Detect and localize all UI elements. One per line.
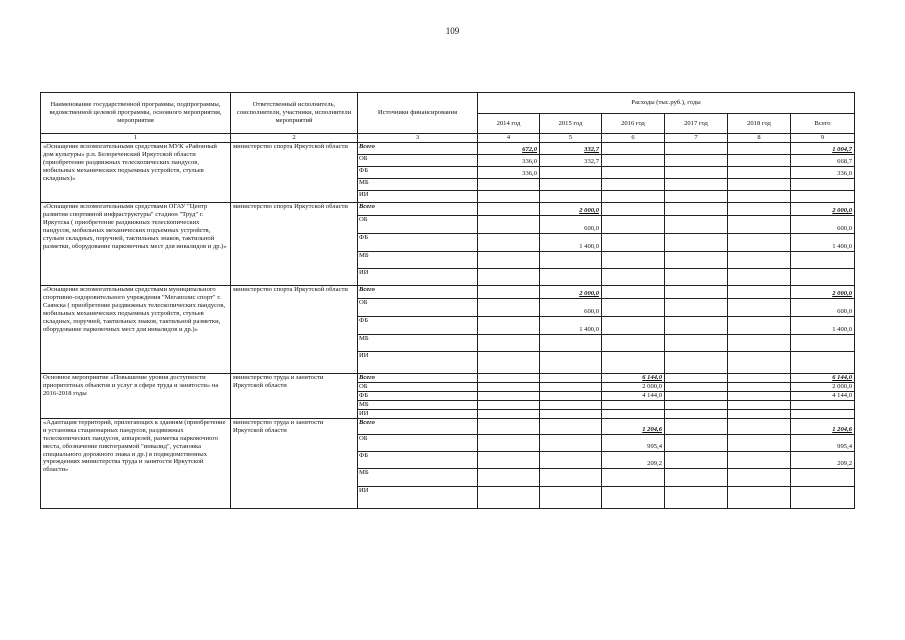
total-value — [791, 179, 855, 191]
year-value — [602, 468, 665, 486]
year-value — [540, 401, 602, 410]
total-value: 600,0 — [791, 216, 855, 234]
total-value-text: 2 000,0 — [832, 290, 853, 298]
year-value — [728, 392, 791, 401]
year-value — [602, 286, 665, 299]
year-value — [478, 143, 540, 155]
year-value — [602, 234, 665, 252]
year-value — [665, 392, 728, 401]
year-value: 4 144,0 — [602, 392, 665, 401]
funding-source: ОБ — [358, 216, 478, 234]
year-value — [728, 317, 791, 335]
year-value: 600,0 — [540, 299, 602, 317]
year-value — [665, 335, 728, 352]
total-value — [791, 203, 855, 216]
header-year: 2015 год — [540, 114, 602, 134]
funding-source: МБ — [358, 252, 478, 269]
year-value — [478, 383, 540, 392]
total-value — [791, 252, 855, 269]
table-row — [41, 286, 855, 299]
year-value — [665, 234, 728, 252]
funding-source: ФБ — [358, 167, 478, 179]
year-value — [728, 335, 791, 352]
year-value — [602, 299, 665, 317]
year-value — [728, 234, 791, 252]
column-number: 1 — [41, 134, 231, 143]
funding-source: ФБ — [358, 234, 478, 252]
total-value: 336,0 — [791, 167, 855, 179]
year-value — [602, 269, 665, 286]
year-value: 336,0 — [478, 155, 540, 167]
year-value — [478, 269, 540, 286]
table-row — [41, 418, 855, 434]
year-value — [478, 335, 540, 352]
funding-source: МБ — [358, 401, 478, 410]
year-value — [602, 143, 665, 155]
year-value — [602, 486, 665, 508]
page-number: 109 — [445, 26, 460, 36]
measure-name: «Оснащение вспомогательными средствами МУК «Районный дом культуры» р.п. Белореченский Иркутской области (приобретение раздвижных телескопических пандусов, мобильных механических подъемных устройств, стульев складных)» — [41, 143, 231, 203]
year-value — [728, 286, 791, 299]
year-value — [728, 434, 791, 451]
total-value — [791, 269, 855, 286]
year-value — [728, 401, 791, 410]
total-value-text: 1 204,6 — [832, 426, 853, 433]
year-value — [665, 410, 728, 419]
measure-name: «Адаптация территорий, прилегающих к зданиям (приобретение и установка стационарных пандусов, раздвижных телескопических пандусов, аппарелей, разметка парковочного места, обозначение пиктограммой "инвалид", установка специального дорожного знака и др.) в подведомственных учреждениях министерства труда и занятости Иркутской области» — [41, 418, 231, 508]
year-value — [728, 143, 791, 155]
year-value — [602, 252, 665, 269]
funding-source: ОБ — [358, 155, 478, 167]
year-value — [478, 216, 540, 234]
year-value — [665, 299, 728, 317]
year-value — [540, 203, 602, 216]
header-program-name: Наименование государственной программы, подпрограммы, ведомственной целевой программы, основного мероприятия, мероприятия — [41, 93, 231, 134]
year-value — [665, 269, 728, 286]
total-value: 668,7 — [791, 155, 855, 167]
total-value: 4 144,0 — [791, 392, 855, 401]
header-year: 2016 год — [602, 114, 665, 134]
year-value — [602, 352, 665, 374]
year-value — [665, 317, 728, 335]
responsible-executor: министерство спорта Иркутской области — [231, 286, 358, 374]
column-number: 3 — [358, 134, 478, 143]
year-value-text: 6 144,0 — [642, 374, 662, 382]
year-value — [665, 434, 728, 451]
year-value — [478, 179, 540, 191]
year-value: 1 400,0 — [540, 317, 602, 335]
funding-source: МБ — [358, 335, 478, 352]
year-value — [665, 468, 728, 486]
year-value: 2 000,0 — [602, 383, 665, 392]
year-value — [478, 234, 540, 252]
year-value — [602, 167, 665, 179]
year-value — [728, 352, 791, 374]
year-value — [478, 434, 540, 451]
table-body — [41, 143, 855, 509]
year-value — [728, 374, 791, 383]
funding-source: ИИ — [358, 410, 478, 419]
year-value — [602, 155, 665, 167]
total-value: 1 400,0 — [791, 317, 855, 335]
year-value — [540, 468, 602, 486]
responsible-executor: министерство труда и занятости Иркутской области — [231, 374, 358, 419]
funding-source: ФБ — [358, 317, 478, 335]
funding-source: МБ — [358, 468, 478, 486]
year-value — [540, 252, 602, 269]
column-number: 2 — [231, 134, 358, 143]
funding-source: ИИ — [358, 191, 478, 203]
year-value — [540, 434, 602, 451]
column-number-row — [41, 134, 855, 143]
year-value — [478, 401, 540, 410]
year-value — [540, 335, 602, 352]
header-total: Всего — [791, 114, 855, 134]
year-value — [602, 401, 665, 410]
year-value-text: 332,7 — [584, 146, 599, 154]
funding-source: ФБ — [358, 392, 478, 401]
total-value-text: 1 004,7 — [832, 146, 853, 154]
year-value — [665, 191, 728, 203]
year-value — [478, 203, 540, 216]
year-value: 1 400,0 — [540, 234, 602, 252]
funding-source: ИИ — [358, 269, 478, 286]
year-value — [602, 317, 665, 335]
year-value — [602, 179, 665, 191]
year-value — [540, 410, 602, 419]
year-value — [665, 383, 728, 392]
year-value — [728, 216, 791, 234]
year-value — [728, 299, 791, 317]
year-value — [478, 392, 540, 401]
header-expenses: Расходы (тыс.руб.), годы — [478, 93, 855, 114]
year-value — [602, 203, 665, 216]
year-value — [728, 383, 791, 392]
header-sources: Источники финансирования — [358, 93, 478, 134]
year-value — [665, 451, 728, 468]
year-value — [540, 286, 602, 299]
year-value — [728, 191, 791, 203]
column-number: 9 — [791, 134, 855, 143]
responsible-executor: министерство труда и занятости Иркутской области — [231, 418, 358, 508]
total-value — [791, 468, 855, 486]
year-value — [540, 383, 602, 392]
year-value — [665, 401, 728, 410]
funding-source: Всего — [358, 374, 478, 383]
total-value: 600,0 — [791, 299, 855, 317]
total-value: 2 000,0 — [791, 383, 855, 392]
measure-name: Основное мероприятие «Повышение уровня доступности приоритетных объектов и услуг в сфере труда и занятости» на 2016-2018 годы — [41, 374, 231, 419]
total-value — [791, 418, 855, 434]
funding-source: ИИ — [358, 486, 478, 508]
year-value — [478, 299, 540, 317]
header-year: 2018 год — [728, 114, 791, 134]
year-value — [540, 143, 602, 155]
responsible-executor: министерство спорта Иркутской области — [231, 203, 358, 286]
year-value-text: 2 000,0 — [579, 290, 599, 298]
year-value — [540, 352, 602, 374]
year-value: 209,2 — [602, 451, 665, 468]
year-value: 332,7 — [540, 155, 602, 167]
year-value — [478, 486, 540, 508]
total-value — [791, 286, 855, 299]
funding-source: Всего — [358, 418, 478, 434]
year-value — [728, 179, 791, 191]
year-value — [665, 286, 728, 299]
year-value — [728, 203, 791, 216]
year-value — [728, 468, 791, 486]
year-value — [665, 155, 728, 167]
year-value: 995,4 — [602, 434, 665, 451]
total-value: 209,2 — [791, 451, 855, 468]
year-value — [665, 418, 728, 434]
header-year: 2017 год — [665, 114, 728, 134]
column-number: 5 — [540, 134, 602, 143]
total-value — [791, 335, 855, 352]
year-value — [728, 418, 791, 434]
year-value — [728, 410, 791, 419]
year-value-text: 2 000,0 — [579, 207, 599, 215]
total-value — [791, 374, 855, 383]
funding-source: МБ — [358, 179, 478, 191]
measure-name: «Оснащение вспомогательными средствами ОГАУ "Центр развития спортивной инфраструктуры" стадион "Труд" г. Иркутска ( приобретение раздвижных телескопических пандусов, мобильных механических подъемных устройств, стульев складных, поручней, тактильных знаков, тактильной разметки, оборудование парковочных мест для инвалидов и др.)» — [41, 203, 231, 286]
measure-name: «Оснащение вспомогательными средствами муниципального спортивно-оздоровительного учреждения "Мегаполис спорт" г. Саянска ( приобретение раздвижных телескопических пандусов, мобильных механических подъемных устройств, стульев складных, поручней, тактильных знаков, тактильной разметки, оборудование парковочных мест для инвалидов и др.)» — [41, 286, 231, 374]
total-value — [791, 410, 855, 419]
year-value — [478, 252, 540, 269]
year-value — [728, 269, 791, 286]
year-value — [602, 191, 665, 203]
financing-table — [40, 92, 855, 509]
year-value — [728, 155, 791, 167]
year-value — [602, 410, 665, 419]
year-value — [540, 179, 602, 191]
year-value — [602, 335, 665, 352]
funding-source: ОБ — [358, 434, 478, 451]
funding-source: ОБ — [358, 299, 478, 317]
year-value — [540, 191, 602, 203]
column-number: 4 — [478, 134, 540, 143]
total-value: 1 400,0 — [791, 234, 855, 252]
responsible-executor: министерство спорта Иркутской области — [231, 143, 358, 203]
funding-source: ИИ — [358, 352, 478, 374]
table-row — [41, 143, 855, 155]
year-value — [665, 203, 728, 216]
year-value — [665, 486, 728, 508]
funding-source: ОБ — [358, 383, 478, 392]
year-value: 600,0 — [540, 216, 602, 234]
year-value — [478, 317, 540, 335]
total-value — [791, 352, 855, 374]
year-value — [665, 179, 728, 191]
year-value — [728, 252, 791, 269]
year-value — [478, 352, 540, 374]
year-value — [478, 410, 540, 419]
year-value — [478, 374, 540, 383]
table-row — [41, 374, 855, 383]
funding-source: Всего — [358, 143, 478, 155]
year-value — [540, 418, 602, 434]
year-value — [665, 167, 728, 179]
year-value — [728, 486, 791, 508]
table-row — [41, 203, 855, 216]
total-value — [791, 143, 855, 155]
column-number: 8 — [728, 134, 791, 143]
column-number: 7 — [665, 134, 728, 143]
year-value — [540, 167, 602, 179]
header-year: 2014 год — [478, 114, 540, 134]
year-value — [478, 286, 540, 299]
year-value — [478, 418, 540, 434]
year-value — [665, 216, 728, 234]
header-responsible: Ответственный исполнитель, соисполнители, участники, исполнители мероприятий — [231, 93, 358, 134]
total-value: 995,4 — [791, 434, 855, 451]
year-value — [540, 392, 602, 401]
year-value — [602, 418, 665, 434]
year-value — [478, 468, 540, 486]
year-value — [665, 252, 728, 269]
year-value — [602, 216, 665, 234]
year-value — [665, 374, 728, 383]
funding-source: ФБ — [358, 451, 478, 468]
year-value — [540, 486, 602, 508]
header-row-top — [41, 93, 855, 114]
total-value-text: 6 144,0 — [832, 374, 853, 382]
column-number: 6 — [602, 134, 665, 143]
funding-source: Всего — [358, 286, 478, 299]
year-value-text: 672,0 — [522, 146, 537, 154]
year-value — [540, 451, 602, 468]
year-value — [540, 374, 602, 383]
total-value — [791, 486, 855, 508]
year-value-text: 1 204,6 — [642, 426, 662, 433]
year-value — [540, 269, 602, 286]
year-value — [665, 143, 728, 155]
year-value — [728, 451, 791, 468]
year-value — [478, 191, 540, 203]
funding-source: Всего — [358, 203, 478, 216]
year-value — [602, 374, 665, 383]
total-value-text: 2 000,0 — [832, 207, 853, 215]
year-value — [478, 451, 540, 468]
total-value — [791, 401, 855, 410]
year-value: 336,0 — [478, 167, 540, 179]
total-value — [791, 191, 855, 203]
year-value — [665, 352, 728, 374]
year-value — [728, 167, 791, 179]
